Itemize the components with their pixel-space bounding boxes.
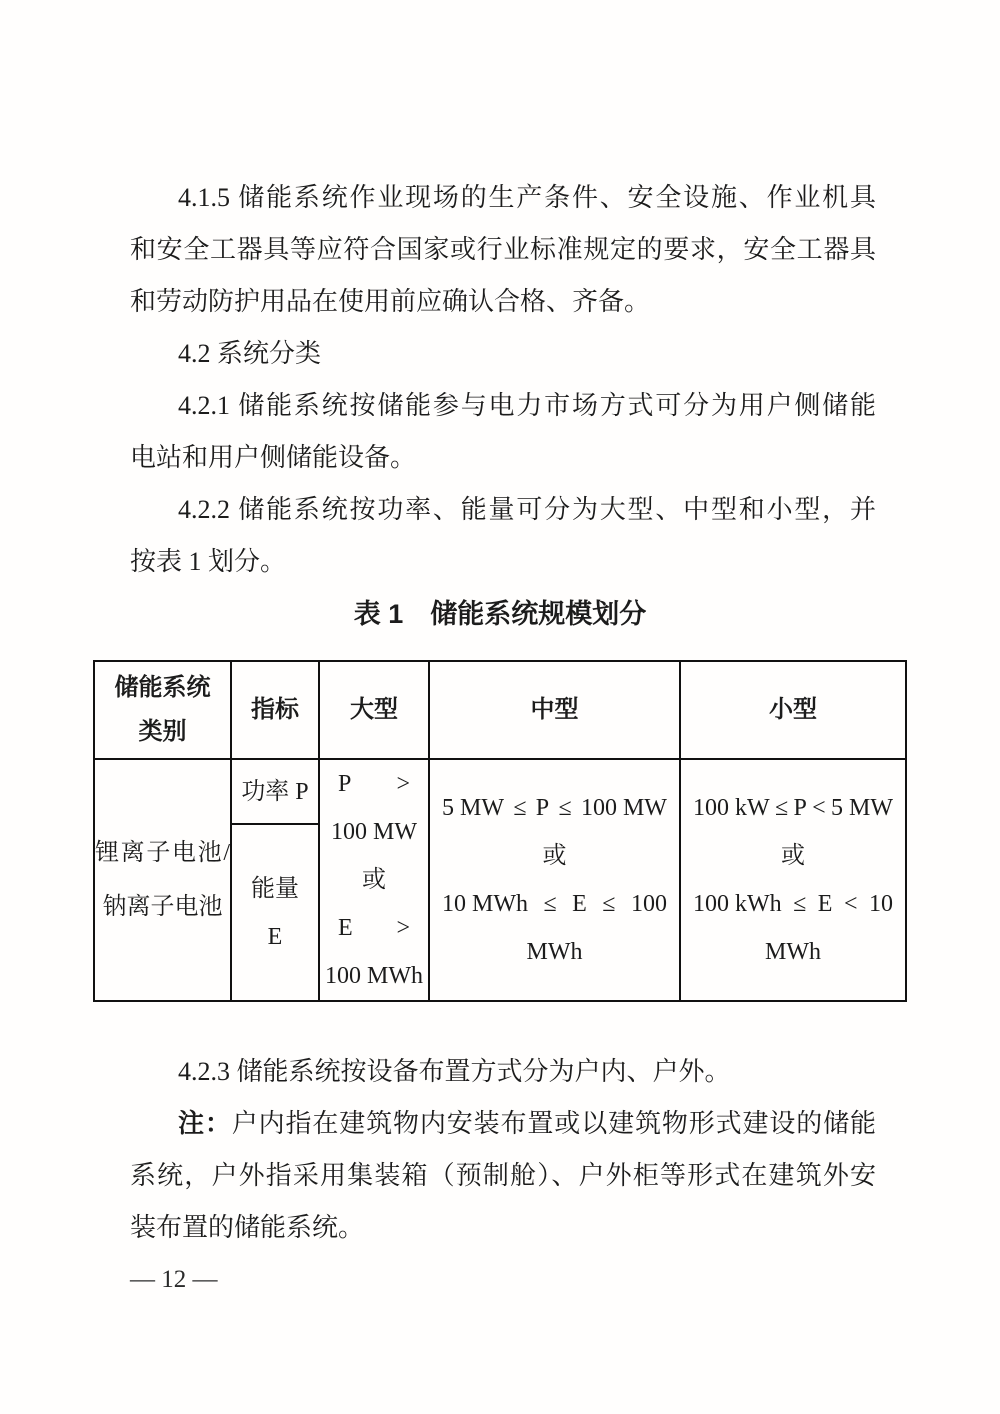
paragraph-line: 电站和用户侧储能设备。 xyxy=(130,443,417,472)
paragraph-line: 4.2.3 储能系统按设备布置方式分为户内、户外。 xyxy=(178,1057,731,1086)
or-text: 或 xyxy=(362,867,386,893)
paragraph-line: 和安全工器具等应符合国家或行业标准规定的要求，安全工器具 xyxy=(130,235,876,264)
header-cell-medium: 中型 xyxy=(429,661,680,759)
formula-line: 100 kWh ≤ E < 10 xyxy=(693,891,893,917)
paragraph-line: 4.2 系统分类 xyxy=(178,339,322,368)
formula-line: 100 MW xyxy=(331,819,417,845)
header-cell-indicator: 指标 xyxy=(231,661,319,759)
paragraph-line: 按表 1 划分。 xyxy=(130,547,287,576)
paragraph-line: 4.1.5 储能系统作业现场的生产条件、安全设施、作业机具 xyxy=(178,183,876,212)
paragraph-4-2-1 xyxy=(130,380,876,484)
table-header-row xyxy=(94,661,906,759)
storage-scale-table xyxy=(93,660,907,1002)
paragraph-4-2-2 xyxy=(130,484,876,588)
formula-line: E > xyxy=(338,915,410,941)
formula-line: P > xyxy=(338,771,410,797)
note-label: 注： xyxy=(178,1109,232,1138)
header-cell-large: 大型 xyxy=(319,661,429,759)
formula-line: MWh xyxy=(765,939,821,965)
page-number: — 12 — xyxy=(130,1266,218,1293)
table-row xyxy=(94,759,906,824)
formula-line: 100 kW ≤ P < 5 MW xyxy=(693,795,893,821)
cell-medium-criteria xyxy=(429,759,680,1001)
table-caption: 表 1 储能系统规模划分 xyxy=(353,599,647,629)
formula-line: 100 MWh xyxy=(325,963,423,989)
header-cell-category: 储能系统类别 xyxy=(94,661,231,759)
header-cell-small: 小型 xyxy=(680,661,906,759)
paragraph-line: 4.2.1 储能系统按储能参与电力市场方式可分为用户侧储能 xyxy=(178,391,876,420)
main-text-block xyxy=(130,0,876,588)
note-paragraph xyxy=(130,1098,876,1254)
or-text: 或 xyxy=(781,843,805,869)
paragraph-line: 注：户内指在建筑物内安装布置或以建筑物形式建设的储能 xyxy=(178,1109,876,1138)
section-heading-4-2 xyxy=(130,328,876,380)
paragraph-line: 系统，户外指采用集装箱（预制舱）、户外柜等形式在建筑外安 xyxy=(130,1161,876,1190)
paragraph-4-1-5 xyxy=(130,172,876,328)
formula-line: 5 MW ≤ P ≤ 100 MW xyxy=(442,795,667,821)
formula-line: 10 MWh ≤ E ≤ 100 xyxy=(442,891,667,917)
paragraph-line: 和劳动防护用品在使用前应确认合格、齐备。 xyxy=(130,287,651,316)
or-text: 或 xyxy=(542,843,567,869)
cell-battery-category: 锂离子电池/钠离子电池 xyxy=(94,759,231,1001)
paragraph-line: 4.2.2 储能系统按功率、能量可分为大型、中型和小型，并 xyxy=(178,495,876,524)
bottom-text-block xyxy=(130,1046,876,1254)
paragraph-4-2-3 xyxy=(130,1046,876,1098)
formula-line: MWh xyxy=(526,939,583,965)
cell-indicator-power: 功率 P xyxy=(231,759,319,824)
cell-small-criteria xyxy=(680,759,906,1001)
paragraph-line: 装布置的储能系统。 xyxy=(130,1213,365,1242)
cell-large-criteria xyxy=(319,759,429,1001)
cell-indicator-energy: 能量 E xyxy=(231,824,319,1001)
